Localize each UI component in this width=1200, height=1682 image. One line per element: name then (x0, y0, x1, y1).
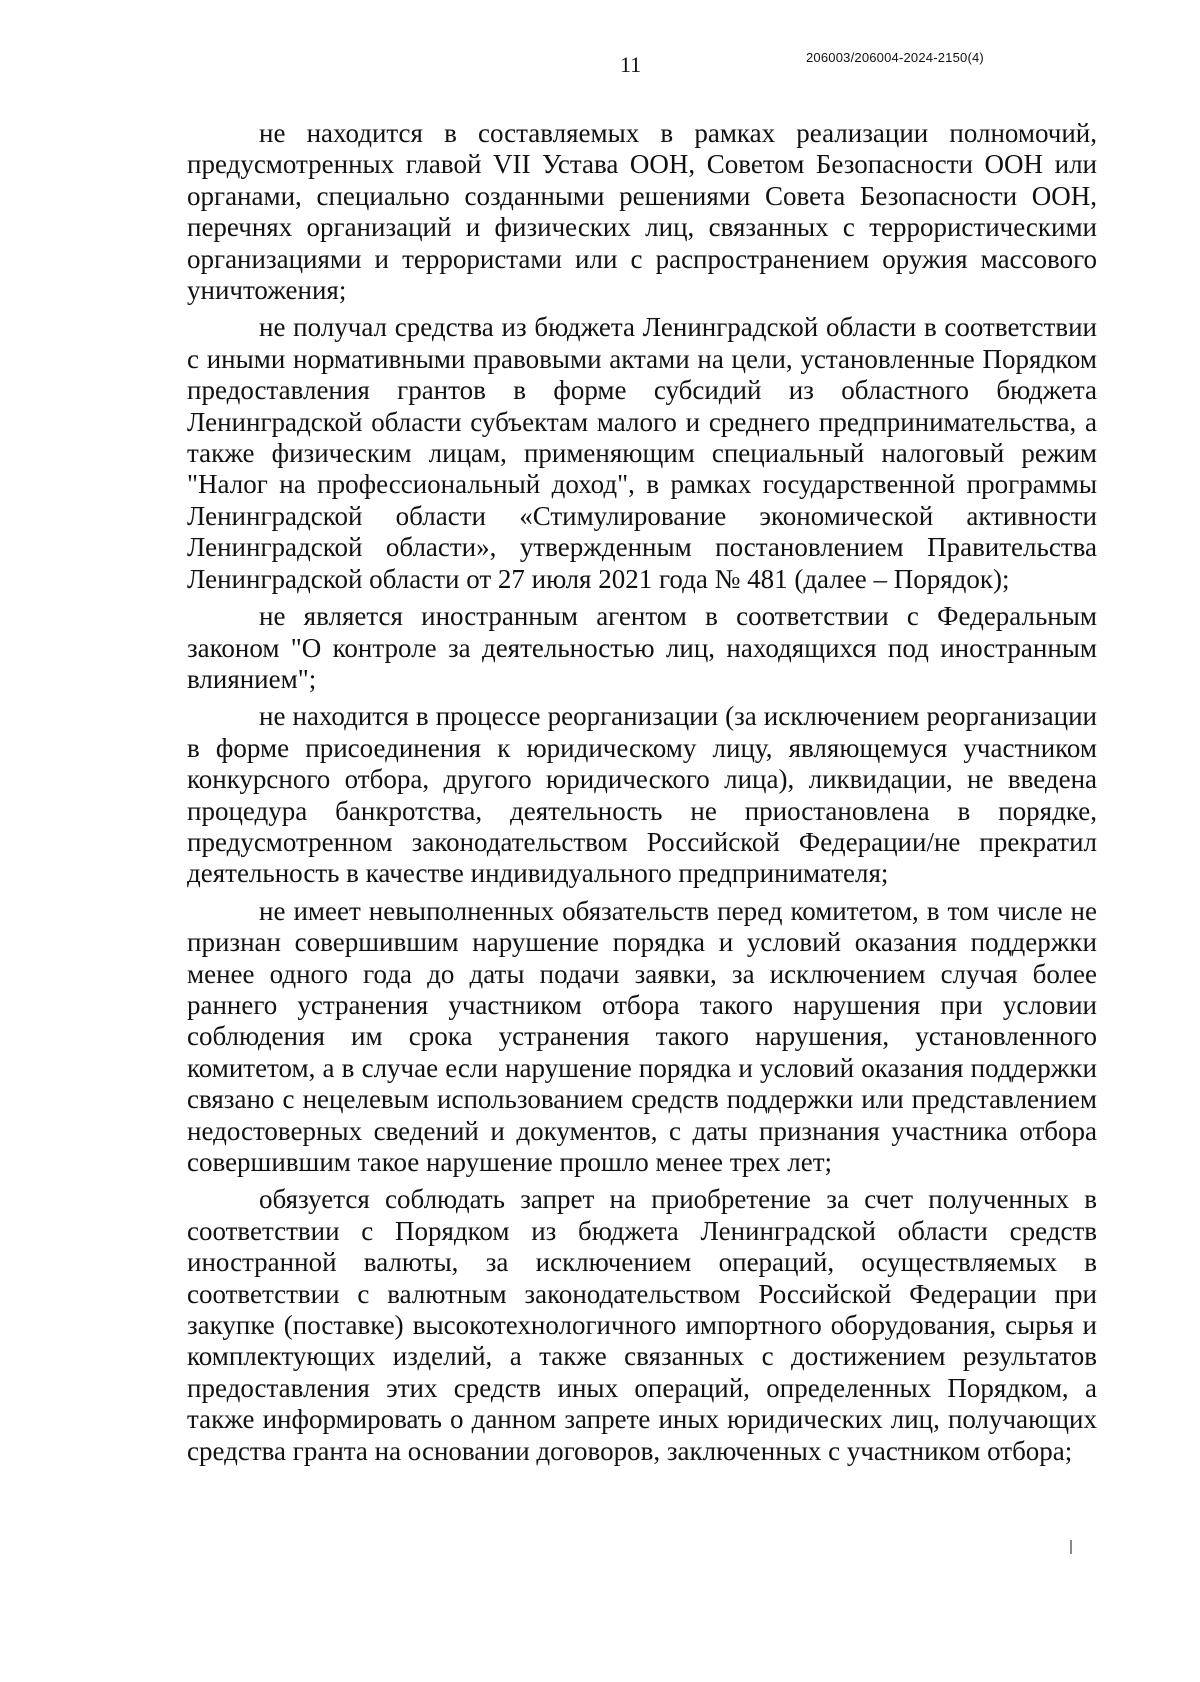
document-body (187, 118, 1097, 1473)
paragraph-reorganization: не находится в процессе реорганизации (за исключением реорганизации в форме присоединения к юридическому лицу, являющемуся участником конкурсного отбора, другого юридического лица), ликвидации, не введена процедура банкротства, деятельность не приостановлена в порядке, предусмотренном законодательством Российской Федерации/не прекратил деятельность в качестве индивидуального предпринимателя; (187, 701, 1097, 889)
paragraph-foreign-agent: не является иностранным агентом в соответствии с Федеральным законом "О контроле за деятельностью лиц, находящихся под иностранным влиянием"; (187, 601, 1097, 694)
paragraph-un-sanctions-list: не находится в составляемых в рамках реализации полномочий, предусмотренных главой VII Устава ООН, Советом Безопасности ООН или органами, специально созданными решениями Совета Безопасности ООН, перечнях организаций и физических лиц, связанных с террористическими организациями и террористами или с распространением оружия массового уничтожения; (187, 118, 1097, 306)
paragraph-budget-funds: не получал средства из бюджета Ленинградской области в соответствии с иными нормативными правовыми актами на цели, установленные Порядком предоставления грантов в форме субсидий из областного бюджета Ленинградской области субъектам малого и среднего предпринимательства, а также физическим лицам, применяющим специальный налоговый режим "Налог на профессиональный доход", в рамках государственной программы Ленинградской области «Стимулирование экономической активности Ленинградской области», утвержденным постановлением Правительства Ленинградской области от 27 июля 2021 года № 481 (далее – Порядок); (187, 312, 1097, 594)
paragraph-obligations: не имеет невыполненных обязательств перед комитетом, в том числе не признан совершившим нарушение порядка и условий оказания поддержки менее одного года до даты подачи заявки, за исключением случая более раннего устранения участником отбора такого нарушения при условии соблюдения им срока устранения такого нарушения, установленного комитетом, а в случае если нарушение порядка и условий оказания поддержки связано с нецелевым использованием средств поддержки или представлением недостоверных сведений и документов, с даты признания участника отбора совершившим такое нарушение прошло менее трех лет; (187, 895, 1097, 1177)
document-code: 206003/206004-2024-2150(4) (806, 50, 984, 65)
page-number: 11 (620, 52, 642, 77)
scan-speck (1070, 1540, 1072, 1554)
paragraph-currency-ban: обязуется соблюдать запрет на приобретение за счет полученных в соответствии с Порядком из бюджета Ленинградской области средств иностранной валюты, за исключением операций, осуществляемых в соответствии с валютным законодательством Российской Федерации при закупке (поставке) высокотехнологичного импортного оборудования, сырья и комплектующих изделий, а также связанных с достижением результатов предоставления этих средств иных операций, определенных Порядком, а также информировать о данном запрете иных юридических лиц, получающих средства гранта на основании договоров, заключенных с участником отбора; (187, 1184, 1097, 1466)
